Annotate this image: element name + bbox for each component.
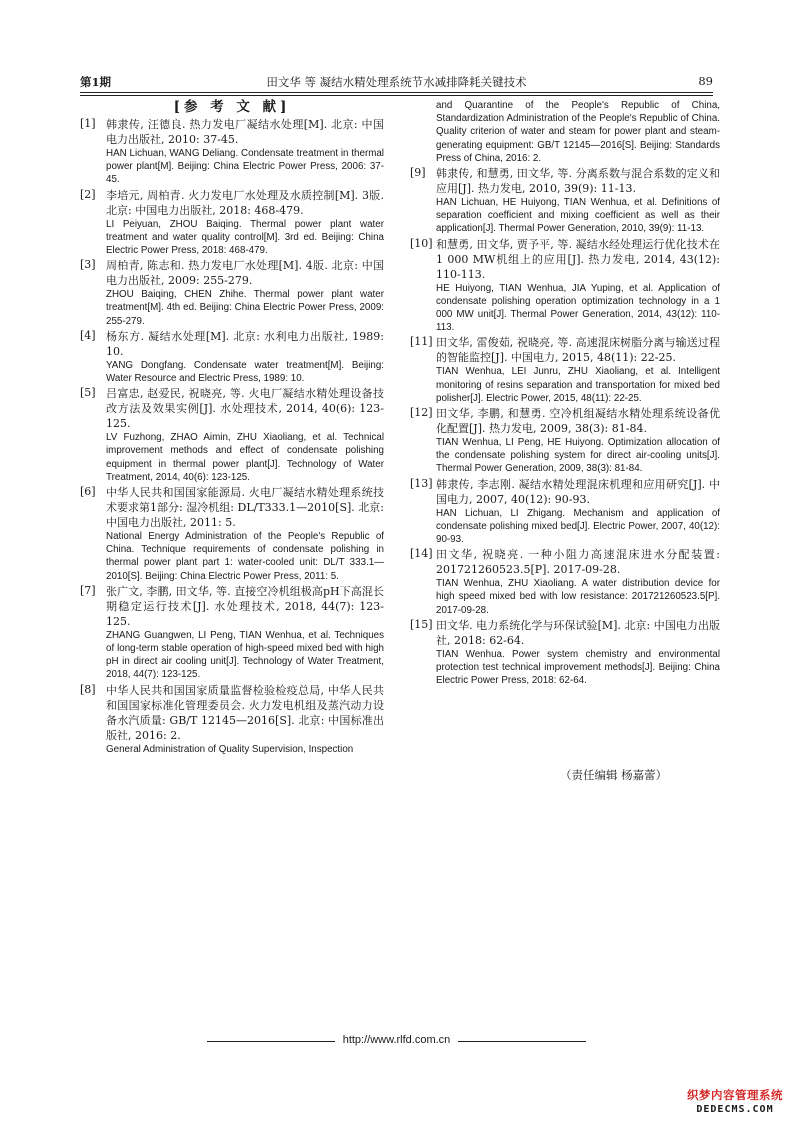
- reference-zh: 杨东方. 凝结水处理[M]. 北京: 水利电力出版社, 1989: 10.: [106, 329, 384, 358]
- watermark-line2: DEDECMS.COM: [696, 1104, 774, 1115]
- reference-item: [410, 618, 720, 688]
- header-rule-thick: [80, 92, 713, 93]
- reference-number: [7]: [80, 583, 96, 597]
- reference-item: [410, 335, 720, 405]
- reference-number: [14]: [410, 547, 433, 561]
- reference-zh: 韩隶传, 李志刚. 凝结水精处理混床机理和应用研究[J]. 中国电力, 2007, 40(12): 90-93.: [436, 477, 720, 506]
- reference-item: [410, 477, 720, 547]
- reference-number: [15]: [410, 617, 433, 631]
- reference-item: [410, 166, 720, 236]
- right-reference-list: [410, 166, 720, 687]
- references-heading: [参 考 文 献]: [173, 99, 291, 115]
- right-column: [410, 99, 720, 688]
- issue-number: 第1期: [80, 75, 112, 89]
- reference-item: [80, 683, 384, 756]
- footer-rule-right: [458, 1041, 586, 1042]
- left-reference-list: [80, 117, 384, 756]
- reference-item: [410, 406, 720, 476]
- footer-rule-left: [207, 1041, 335, 1042]
- reference-number: [6]: [80, 485, 96, 499]
- reference-zh: 韩隶传, 和慧勇, 田文华, 等. 分离系数与混合系数的定义和应用[J]. 热力发电, 2010, 39(9): 11-13.: [436, 167, 720, 196]
- reference-en: HE Huiyong, TIAN Wenhua, JIA Yuping, et al. Application of condensate polishing operation optimization technology in a 1 000 MW unit[J]. Thermal Power Generation, 2014, 43(12): 110-113.: [436, 282, 720, 334]
- reference-zh: 田文华, 祝晓亮. 一种小阻力高速混床进水分配装置: 201721260523.5[P]. 2017-09-28.: [436, 548, 720, 577]
- reference-en: General Administration of Quality Supervision, Inspection: [106, 743, 354, 755]
- reference-item: [80, 386, 384, 484]
- reference-number: [13]: [410, 476, 433, 490]
- reference-en: National Energy Administration of the People's Republic of China. Technique requirements of condensate polishing in thermal power plant part 1: water-cooled unit: DL/T 333.1—2010[S]. Beijing: China Electric Power Press, 2011: 5.: [106, 531, 384, 582]
- reference-en: ZHOU Baiqing, CHEN Zhihe. Thermal power plant water treatment[M]. 4th ed. Beijing: China Electric Power Press, 2009: 255-279.: [106, 289, 384, 327]
- reference-en: HAN Lichuan, LI Zhigang. Mechanism and application of condensate polishing mixed bed[J]. Electric Power, 2007, 40(12): 90-93.: [436, 507, 720, 546]
- reference-en: TIAN Wenhua, ZHU Xiaoliang. A water distribution device for high speed mixed bed with low resistance: 201721260523.5[P]. 2017-09-28.: [436, 578, 720, 616]
- reference-number: [4]: [80, 328, 96, 342]
- running-header: [80, 74, 713, 92]
- reference-en: ZHANG Guangwen, LI Peng, TIAN Wenhua, et al. Techniques of long-term stable operation of high-speed mixed bed with high pH in direct air cooling unit[J]. Technology of Water Treatment, 2018, 44(7): 123-125.: [106, 629, 384, 681]
- reference-number: [10]: [410, 236, 433, 250]
- left-column: [80, 99, 384, 757]
- reference-number: [8]: [80, 682, 96, 696]
- running-title: 田文华 等 凝结水精处理系统节水减排降耗关键技术: [266, 75, 527, 89]
- reference-item: [80, 584, 384, 682]
- reference-en: HAN Lichuan, HE Huiyong, TIAN Wenhua, et al. Definitions of separation coefficient and mixing coefficient as well as their application[J]. Thermal Power Generation, 2010, 39(9): 11-13.: [436, 197, 720, 235]
- reference-item: [80, 188, 384, 258]
- reference-zh: 中华人民共和国国家质量监督检验检疫总局, 中华人民共和国国家标准化管理委员会. 火力发电机组及蒸汽动力设备水汽质量: GB/T 12145—2016[S]. 北京: 中国标准出版社, 2016: 2.: [106, 683, 384, 742]
- reference-number: [2]: [80, 187, 96, 201]
- watermark-line1: 织梦内容管理系统: [687, 1088, 783, 1102]
- reference-item: [80, 258, 384, 328]
- reference-en: LI Peiyuan, ZHOU Baiqing. Thermal power plant water treatment and water quality control[M]. 3rd ed. Beijing: China Electric Power Press, 2018: 468-479.: [106, 218, 384, 257]
- reference-zh: 张广文, 李鹏, 田文华, 等. 直接空冷机组极高pH下高混长期稳定运行技术[J]. 水处理技术, 2018, 44(7): 123-125.: [106, 584, 384, 628]
- reference-number: [5]: [80, 386, 96, 400]
- reference-zh: 田文华, 雷俊茹, 祝晓亮, 等. 高速混床树脂分离与输送过程的智能监控[J]. 中国电力, 2015, 48(11): 22-25.: [436, 336, 720, 365]
- reference-item: [410, 547, 720, 617]
- reference-number: [9]: [410, 166, 426, 180]
- reference-item: [80, 117, 384, 187]
- footer-url: http://www.rlfd.com.cn: [342, 1034, 451, 1046]
- responsible-editor: （责任编辑 杨嘉蕾）: [560, 768, 668, 782]
- reference-item: [80, 329, 384, 385]
- reference-en: LV Fuzhong, ZHAO Aimin, ZHU Xiaoliang, et al. Technical improvement methods and effect of condensate polishing equipment in thermal power plant[J]. Technology of Water Treatment, 2014, 40(6): 123-125.: [106, 432, 384, 483]
- reference-number: [11]: [410, 335, 433, 349]
- watermark-logo: [683, 1088, 787, 1118]
- reference-zh: 吕富忠, 赵爱民, 祝晓亮, 等. 火电厂凝结水精处理设备技改方法及效果实例[J]. 水处理技术, 2014, 40(6): 123-125.: [106, 387, 384, 431]
- reference-number: [1]: [80, 117, 96, 130]
- reference-en: TIAN Wenhua, LEI Junru, ZHU Xiaoliang, et al. Intelligent monitoring of resins separation and transportation for mixed bed polisher[J]. Electric Power, 2015, 48(11): 22-25.: [436, 366, 720, 404]
- reference-zh: 李培元, 周柏青. 火力发电厂水处理及水质控制[M]. 3版. 北京: 中国电力出版社, 2018: 468-479.: [106, 188, 384, 217]
- reference-item: [80, 485, 384, 583]
- header-rule-thin: [80, 95, 713, 96]
- reference-zh: 田文华, 李鹏, 和慧勇. 空冷机组凝结水精处理系统设备优化配置[J]. 热力发电, 2009, 38(3): 81-84.: [436, 407, 720, 436]
- reference-en: TIAN Wenhua, LI Peng, HE Huiyong. Optimization allocation of the condensate polishing system for direct air-cooling units[J]. Thermal Power Generation, 2009, 38(3): 81-84.: [436, 437, 720, 475]
- reference-zh: 中华人民共和国国家能源局. 火电厂凝结水精处理系统技术要求第1部分: 湿冷机组: DL/T333.1—2010[S]. 北京: 中国电力出版社, 2011: 5.: [106, 486, 384, 530]
- reference-en: and Quarantine of the People's Republic of China, Standardization Administration of the People's Republic of China. Quality criterion of water and steam for power plant and steam-generating equipment: GB/T 12145—2016[S]. Beijing: Standards Press of China, 2016: 2.: [436, 100, 720, 164]
- reference-item: [410, 237, 720, 335]
- reference-en: YANG Dongfang. Condensate water treatment[M]. Beijing: Water Resource and Electric Press, 1989: 10.: [106, 359, 384, 385]
- reference-en: TIAN Wenhua. Power system chemistry and environmental protection test technical improvement methods[J]. Beijing: China Electric Power Press, 2018: 62-64.: [436, 648, 720, 687]
- reference-zh: 田文华. 电力系统化学与环保试验[M]. 北京: 中国电力出版社, 2018: 62-64.: [436, 618, 720, 647]
- reference-number: [3]: [80, 258, 96, 272]
- reference-number: [12]: [410, 406, 433, 420]
- reference-zh: 韩隶传, 汪德良. 热力发电厂凝结水处理[M]. 北京: 中国电力出版社, 2010: 37-45.: [106, 118, 384, 146]
- reference-continuation: [410, 99, 720, 165]
- page-number: 89: [698, 74, 713, 88]
- reference-zh: 周柏青, 陈志和. 热力发电厂水处理[M]. 4版. 北京: 中国电力出版社, 2009: 255-279.: [106, 259, 384, 288]
- reference-en: HAN Lichuan, WANG Deliang. Condensate treatment in thermal power plant[M]. Beijing: China Electric Power Press, 2006: 37-45.: [106, 148, 384, 186]
- reference-zh: 和慧勇, 田文华, 贾予平, 等. 凝结水经处理运行优化技术在1 000 MW机组上的应用[J]. 热力发电, 2014, 43(12): 110-113.: [436, 237, 720, 281]
